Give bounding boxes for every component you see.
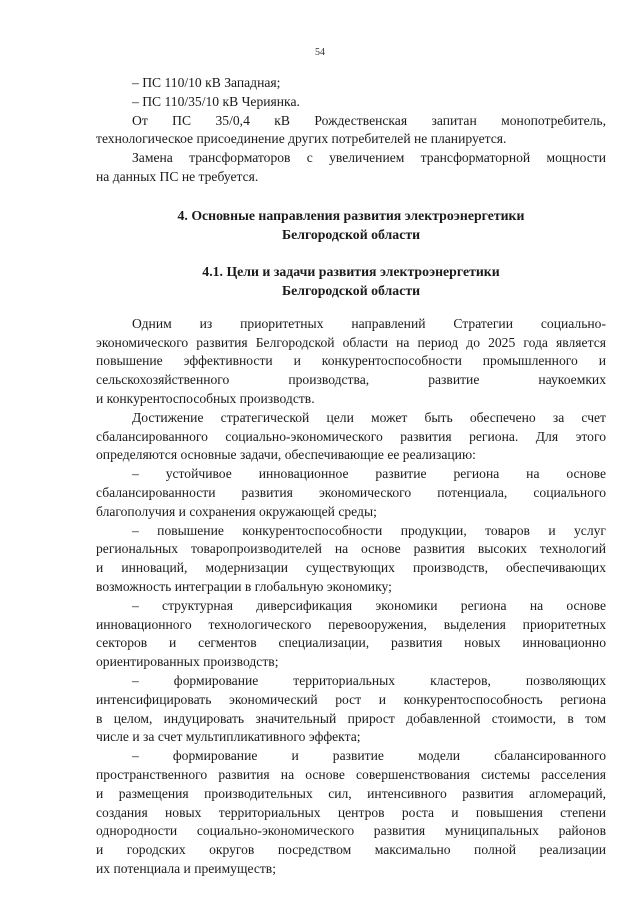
text-line: инновационного технологического перевооружения, выделения приоритетных: [96, 616, 606, 632]
text-line: – структурная диверсификация экономики региона на основе: [132, 597, 606, 613]
text-line: Достижение стратегической цели может быть обеспечено за счет: [132, 409, 606, 425]
text-line: создания новых территориальных центров роста и повышения степени: [96, 804, 606, 820]
text-line: Замена трансформаторов с увеличением трансформаторной мощности: [132, 150, 606, 166]
text-line: их потенциала и преимуществ;: [96, 860, 276, 876]
task-list-item-clusters: [96, 672, 606, 747]
list-item-substation-cheriyanka: – ПС 110/35/10 кВ Чериянка.: [132, 93, 300, 109]
text-line: пространственного развития на основе совершенствования системы расселения: [96, 766, 606, 782]
text-line: интенсифицировать экономический рост и конкурентоспособность региона: [96, 691, 606, 707]
paragraph-transformer-replacement: [96, 149, 606, 187]
text-line: – формирование и развитие модели сбалансированного: [132, 748, 606, 764]
text-line: – устойчивое инновационное развитие региона на основе: [132, 466, 606, 482]
text-line: сельскохозяйственного производства, развитие наукоемких: [96, 372, 606, 388]
paragraph-strategy-priorities: [96, 315, 606, 409]
text-line: Одним из приоритетных направлений Стратегии социально-: [132, 315, 606, 331]
paragraph-rozhdestvenskaya: [96, 112, 606, 150]
text-line: сбалансированности развития экономического потенциала, социального: [96, 484, 606, 500]
task-list-item-innovation: [96, 465, 606, 521]
text-line: и городских округов посредством максимально полной реализации: [96, 842, 606, 858]
text-line: – повышение конкурентоспособности продукции, товаров и услуг: [132, 522, 606, 538]
task-list-item-diversification: [96, 597, 606, 672]
task-list-item-competitiveness: [96, 522, 606, 597]
subsection-heading-4-1: [96, 262, 606, 300]
text-line: однородности социально-экономического развития муниципальных районов: [96, 823, 606, 839]
subsection-heading-line: Белгородской области: [281, 282, 421, 298]
text-line: возможность интеграции в глобальную экономику;: [96, 578, 392, 594]
text-line: региональных товаропроизводителей на основе развития высоких технологий: [96, 541, 606, 557]
section-heading-4: [96, 206, 606, 244]
page-number: 54: [315, 47, 325, 58]
text-line: и размещения производительных сил, интенсивного развития агломераций,: [96, 785, 606, 801]
text-line: и инноваций, модернизации существующих производств, обеспечивающих: [96, 560, 606, 576]
text-line: в целом, индуцировать значительный прирост добавленной стоимости, в том: [96, 710, 606, 726]
text-line: числе и за счет мультипликативного эффекта;: [96, 729, 361, 745]
text-line: ориентированных производств;: [96, 654, 279, 670]
text-line: От ПС 35/0,4 кВ Рождественская запитан монопотребитель,: [132, 112, 606, 128]
task-list-item-spatial-development: [96, 747, 606, 879]
section-heading-line: Белгородской области: [281, 226, 421, 242]
text-line: – формирование территориальных кластеров, позволяющих: [132, 672, 606, 688]
page-content: [96, 74, 606, 879]
text-line: на данных ПС не требуется.: [96, 168, 259, 184]
text-line: благополучия и сохранения окружающей среды;: [96, 503, 377, 519]
section-heading-line: 4. Основные направления развития электроэнергетики: [177, 207, 525, 223]
text-line: сбалансированного социально-экономического развития региона. Для этого: [96, 428, 606, 444]
text-line: повышение эффективности и конкурентоспособности промышленного и: [96, 353, 606, 369]
text-line: и конкурентоспособных производств.: [96, 390, 315, 406]
paragraph-strategic-goal: [96, 409, 606, 465]
text-line: определяются основные задачи, обеспечивающие ее реализацию:: [96, 447, 476, 463]
list-item-substation-zapadnaya: – ПС 110/10 кВ Западная;: [132, 75, 281, 90]
substation-list: [96, 74, 606, 112]
text-line: технологическое присоединение других потребителей не планируется.: [96, 131, 507, 147]
subsection-heading-line: 4.1. Цели и задачи развития электроэнергетики: [202, 263, 500, 279]
text-line: секторов и сегментов специализации, развития новых инновационно: [96, 635, 606, 651]
text-line: экономического развития Белгородской области на период до 2025 года является: [96, 334, 606, 350]
